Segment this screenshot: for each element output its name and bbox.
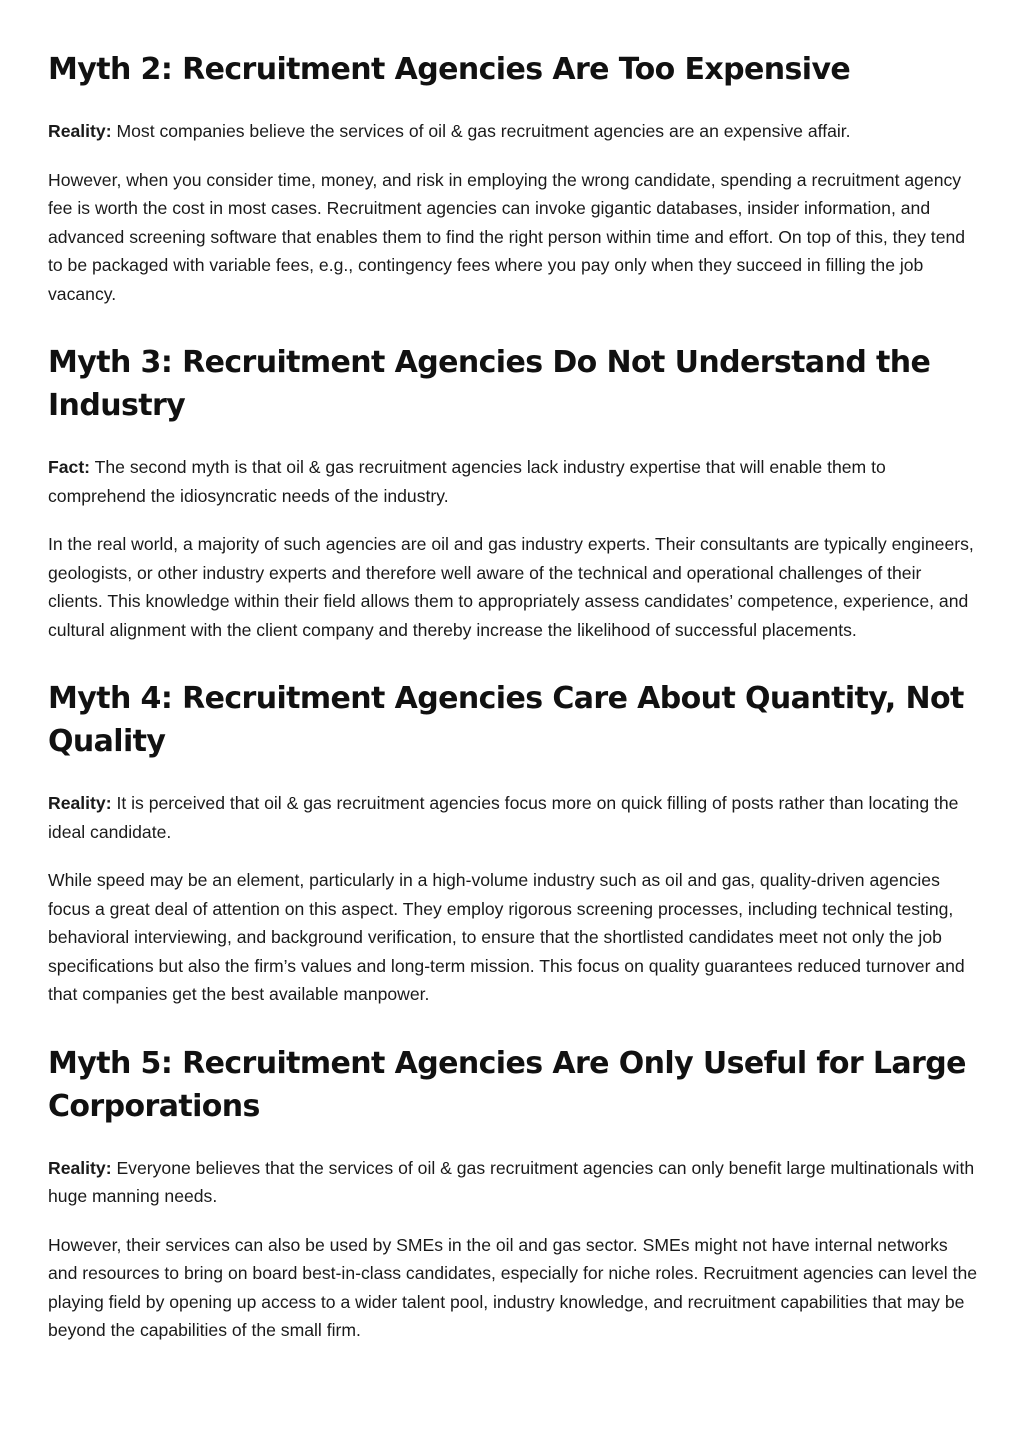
section-spacer — [48, 328, 978, 341]
myth-2-reality-label: Reality: — [48, 121, 112, 141]
section-spacer — [48, 1029, 978, 1042]
myth-2-reality-paragraph — [48, 117, 978, 146]
myth-5-heading: Myth 5: Recruitment Agencies Are Only Useful for Large Corporations — [48, 1045, 966, 1124]
myth-3-fact-paragraph — [48, 453, 978, 510]
article-body — [48, 48, 978, 1365]
myth-2-section — [48, 48, 978, 308]
myth-2-heading: Myth 2: Recruitment Agencies Are Too Expensive — [48, 52, 851, 87]
myth-4-section — [48, 677, 978, 1009]
myth-5-reality-text: Everyone believes that the services of oil & gas recruitment agencies can only benefit large multinationals with huge manning needs. — [48, 1157, 975, 1206]
myth-5-section — [48, 1042, 978, 1345]
myth-5-explanation-paragraph: However, their services can also be used by SMEs in the oil and gas sector. SMEs might not have internal networks and resources to bring on board best-in-class candidates, especially for niche roles. Recruitment agencies can level the playing field by opening up access to a wider talent pool, industry knowledge, and recruitment capabilities that may be beyond the capabilities of the small firm. — [48, 1234, 978, 1340]
myth-2-reality-text: Most companies believe the services of oil & gas recruitment agencies are an expensive affair. — [111, 121, 851, 141]
myth-3-fact-label: Fact: — [48, 457, 91, 477]
myth-5-reality-label: Reality: — [48, 1157, 112, 1178]
myth-4-reality-paragraph — [48, 789, 978, 846]
section-spacer — [48, 664, 978, 677]
myth-5-reality-paragraph — [48, 1154, 978, 1211]
myth-3-explanation-paragraph: In the real world, a majority of such agencies are oil and gas industry experts. Their consultants are typically engineers, geologists, or other industry experts and therefore well aware of the technical and operational challenges of their clients. This knowledge within their field allows them to appropriately assess candidates’ competence, experience, and cultural alignment with the client company and thereby increase the likelihood of successful placements. — [48, 534, 974, 640]
myth-4-reality-text: It is perceived that oil & gas recruitment agencies focus more on quick filling of posts rather than locating the ideal candidate. — [48, 793, 959, 842]
myth-4-reality-label: Reality: — [48, 793, 112, 813]
myth-3-fact-text: The second myth is that oil & gas recruitment agencies lack industry expertise that will enable them to comprehend the idiosyncratic needs of the industry. — [48, 457, 886, 506]
myth-2-explanation-paragraph: However, when you consider time, money, and risk in employing the wrong candidate, spending a recruitment agency fee is worth the cost in most cases. Recruitment agencies can invoke gigantic databases, insider information, and advanced screening software that enables them to find the right person within time and effort. On top of this, they tend to be packaged with variable fees, e.g., contingency fees where you pay only when they succeed in filling the job vacancy. — [48, 169, 966, 304]
myth-3-section — [48, 341, 978, 644]
myth-4-heading: Myth 4: Recruitment Agencies Care About Quantity, Not Quality — [48, 681, 964, 759]
myth-3-heading: Myth 3: Recruitment Agencies Do Not Understand the Industry — [48, 345, 931, 423]
myth-4-explanation-paragraph: While speed may be an element, particularly in a high-volume industry such as oil and gas, quality-driven agencies focus a great deal of attention on this aspect. They employ rigorous screening processes, including technical testing, behavioral interviewing, and background verification, to ensure that the shortlisted candidates meet not only the job specifications but also the firm’s values and long-term mission. This focus on quality guarantees reduced turnover and that companies get the best available manpower. — [48, 870, 965, 1004]
